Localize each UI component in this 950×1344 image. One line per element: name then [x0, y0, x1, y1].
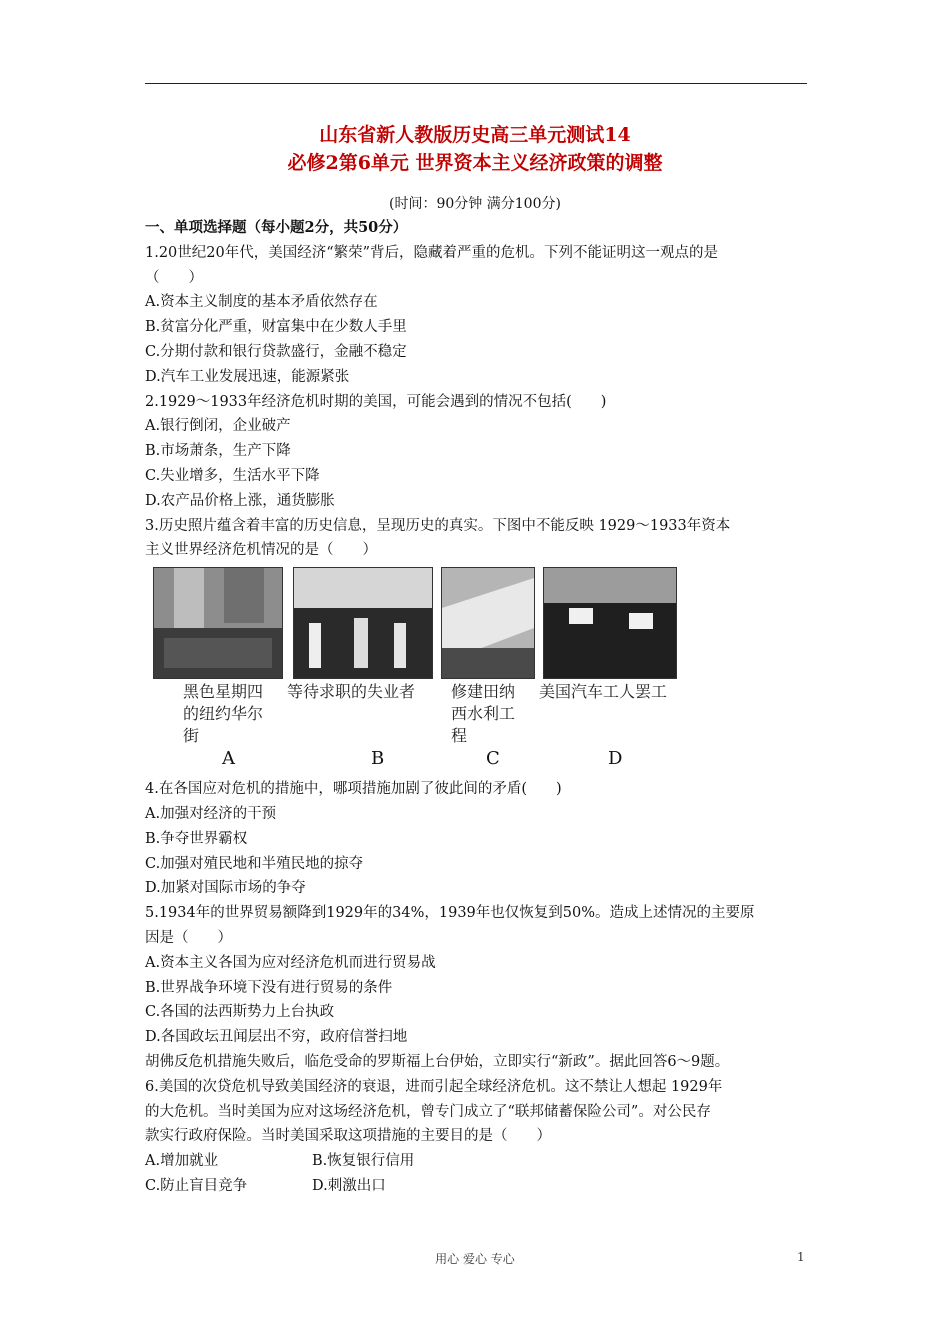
- q2-option-d: D.农产品价格上涨，通货膨胀: [145, 492, 335, 509]
- q3-stem: 3.历史照片蕴含着丰富的历史信息，呈现历史的真实。下图中不能反映 1929～1933年资本: [145, 517, 731, 534]
- q1-option-a: A.资本主义制度的基本矛盾依然存在: [145, 294, 378, 311]
- photo-d-letter: D: [608, 748, 623, 770]
- page-footer: 用心 爱心 专心: [435, 1252, 515, 1266]
- q6-option-a: A.增加就业: [145, 1153, 219, 1170]
- q4-option-d: D.加紧对国际市场的争夺: [145, 880, 306, 897]
- q3-photo-figure: [145, 567, 810, 777]
- q3-stem-cont: 主义世界经济危机情况的是（ ）: [145, 542, 377, 559]
- photo-b-letter: B: [371, 748, 385, 770]
- photo-a-letter: A: [222, 748, 235, 770]
- q2-option-a: A.银行倒闭，企业破产: [145, 418, 291, 435]
- q6-stem: 6.美国的次贷危机导致美国经济的衰退，进而引起全球经济危机。这不禁让人想起 1929年: [145, 1078, 723, 1095]
- exam-time-info: (时间：90分钟 满分100分): [389, 196, 561, 212]
- document-title-line1: 山东省新人教版历史高三单元测试14: [319, 124, 631, 146]
- q6-option-c: C.防止盲目竞争: [145, 1177, 248, 1194]
- photo-b-caption: 等待求职的失业者: [287, 682, 416, 702]
- q6-options-row2: [145, 1174, 810, 1199]
- page-number: 1: [797, 1250, 805, 1264]
- q1-option-c: C.分期付款和银行贷款盛行，金融不稳定: [145, 343, 407, 360]
- photo-d-caption: 美国汽车工人罢工: [539, 682, 668, 702]
- q5-option-c: C.各国的法西斯势力上台执政: [145, 1004, 335, 1021]
- q1-stem-cont: （ ）: [145, 269, 203, 286]
- document-title-line2: 必修2第6单元 世界资本主义经济政策的调整: [287, 152, 663, 174]
- q1-option-d: D.汽车工业发展迅速，能源紧张: [145, 368, 350, 385]
- photo-a-wall-street: [153, 567, 283, 679]
- q6-stem-cont1: 的大危机。当时美国为应对这场经济危机，曾专门成立了“联邦储蓄保险公司”。对公民存: [145, 1103, 711, 1120]
- photo-d-auto-strike: [543, 567, 677, 679]
- q4-option-a: A.加强对经济的干预: [145, 805, 277, 822]
- q2-option-b: B.市场萧条，生产下降: [145, 443, 291, 460]
- q6-options-row1: [145, 1149, 810, 1174]
- photo-b-unemployed: [293, 567, 433, 679]
- q1-stem: 1.20世纪20年代，美国经济“繁荣”背后，隐藏着严重的危机。下列不能证明这一观点的是: [145, 244, 719, 261]
- q5-option-d: D.各国政坛丑闻层出不穷，政府信誉扫地: [145, 1029, 408, 1046]
- q4-option-b: B.争夺世界霸权: [145, 830, 248, 847]
- exam-content: [145, 216, 810, 1199]
- q4-stem: 4.在各国应对危机的措施中，哪项措施加剧了彼此间的矛盾( ): [145, 781, 562, 798]
- photo-c-tva-dam: [441, 567, 535, 679]
- q6-9-intro: 胡佛反危机措施失败后，临危受命的罗斯福上台伊始，立即实行“新政”。据此回答6～9题。: [145, 1053, 730, 1070]
- photo-c-caption: 修建田纳 西水利工 程: [451, 682, 516, 746]
- photo-c-letter: C: [486, 748, 500, 770]
- q2-option-c: C.失业增多，生活水平下降: [145, 467, 320, 484]
- header-rule: [145, 83, 807, 84]
- q5-stem: 5.1934年的世界贸易额降到1929年的34%，1939年也仅恢复到50%。造成上述情况的主要原: [145, 905, 755, 922]
- q6-option-b: B.恢复银行信用: [312, 1153, 415, 1170]
- q6-stem-cont2: 款实行政府保险。当时美国采取这项措施的主要目的是（ ）: [145, 1128, 551, 1145]
- q5-option-b: B.世界战争环境下没有进行贸易的条件: [145, 979, 393, 996]
- q5-stem-cont: 因是（ ）: [145, 929, 232, 946]
- section-heading: 一、单项选择题（每小题2分，共50分）: [145, 219, 408, 236]
- q1-option-b: B.贫富分化严重，财富集中在少数人手里: [145, 319, 407, 336]
- photo-a-caption: 黑色星期四 的纽约华尔 街: [183, 682, 264, 746]
- q4-option-c: C.加强对殖民地和半殖民地的掠夺: [145, 855, 364, 872]
- q2-stem: 2.1929～1933年经济危机时期的美国，可能会遇到的情况不包括( ): [145, 393, 607, 410]
- q5-option-a: A.资本主义各国为应对经济危机而进行贸易战: [145, 954, 436, 971]
- q6-option-d: D.刺激出口: [312, 1177, 386, 1194]
